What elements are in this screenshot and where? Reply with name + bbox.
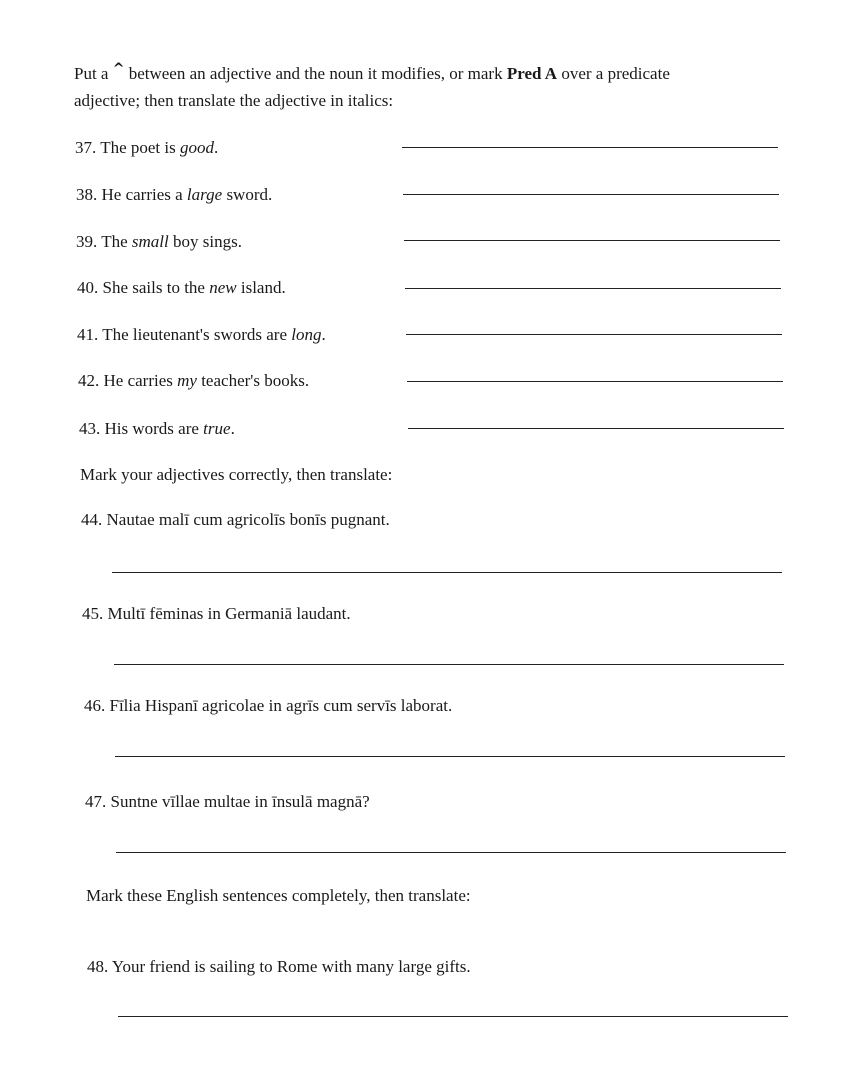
question-text: He carries [103,371,173,390]
italic-adjective: true [203,419,231,438]
question-text: He carries a [101,185,183,204]
question-text: The [101,232,128,251]
question-42 [78,371,309,391]
answer-line-41[interactable] [406,334,782,335]
question-37 [75,138,218,158]
question-text: Nautae malī cum agricolīs bonīs pugnant. [106,510,390,529]
question-number: 47. [85,792,107,811]
question-number: 45. [82,604,104,623]
answer-line-44[interactable] [112,572,782,573]
question-number: 43. [79,419,101,438]
instructions-part-3: Mark these English sentences completely, then translate: [86,886,471,905]
question-text: island. [240,278,286,297]
question-text: Your friend is sailing to Rome with many large gifts. [111,957,471,976]
question-text: Suntne vīllae multae in īnsulā magnā? [110,792,370,811]
question-43 [79,419,235,439]
answer-line-43[interactable] [408,428,784,429]
answer-line-40[interactable] [405,288,781,289]
question-48 [87,957,471,977]
question-number: 40. [77,278,99,297]
question-text: The lieutenant's swords are [102,325,288,344]
italic-adjective: new [209,278,237,297]
question-text: His words are [104,419,199,438]
question-46 [84,696,452,716]
question-41 [77,325,326,345]
italic-adjective: my [177,371,197,390]
question-text: . [321,325,326,344]
question-number: 42. [78,371,100,390]
answer-line-37[interactable] [402,147,778,148]
question-number: 41. [77,325,99,344]
question-number: 38. [76,185,98,204]
answer-line-38[interactable] [403,194,779,195]
question-text: . [230,419,235,438]
question-text: boy sings. [172,232,242,251]
question-text: Fīlia Hispanī agricolae in agrīs cum servīs laborat. [109,696,453,715]
question-number: 48. [87,957,109,976]
answer-line-42[interactable] [407,381,783,382]
caret-symbol: ^ [112,61,125,77]
question-number: 39. [76,232,98,251]
italic-adjective: good [180,138,214,157]
question-text: sword. [226,185,273,204]
instructions-part-2: Mark your adjectives correctly, then translate: [80,465,393,484]
question-text: . [214,138,219,157]
question-text: She sails to the [102,278,205,297]
instructions-text: between an adjective and the noun it modifies, or mark [128,64,503,83]
answer-line-45[interactable] [114,664,784,665]
question-text: Multī fēminas in Germaniā laudant. [107,604,351,623]
question-47 [85,792,370,812]
instructions-line-2: adjective; then translate the adjective in italics: [74,91,394,110]
question-39 [76,232,242,252]
instructions-text: Put a [74,64,109,83]
answer-line-48[interactable] [118,1016,788,1017]
instructions-text: over a predicate [561,64,670,83]
question-text: teacher's books. [201,371,310,390]
pred-a-label: Pred A [506,64,558,83]
question-number: 46. [84,696,106,715]
instructions-line-1 [74,61,670,85]
question-45 [82,604,351,624]
question-38 [76,185,272,205]
question-40 [77,278,286,298]
italic-adjective: long [291,325,322,344]
answer-line-46[interactable] [115,756,785,757]
question-number: 44. [81,510,103,529]
question-text: The poet is [100,138,176,157]
italic-adjective: large [186,185,223,204]
question-number: 37. [75,138,97,157]
answer-line-47[interactable] [116,852,786,853]
italic-adjective: small [131,232,169,251]
question-44 [81,510,390,530]
answer-line-39[interactable] [404,240,780,241]
